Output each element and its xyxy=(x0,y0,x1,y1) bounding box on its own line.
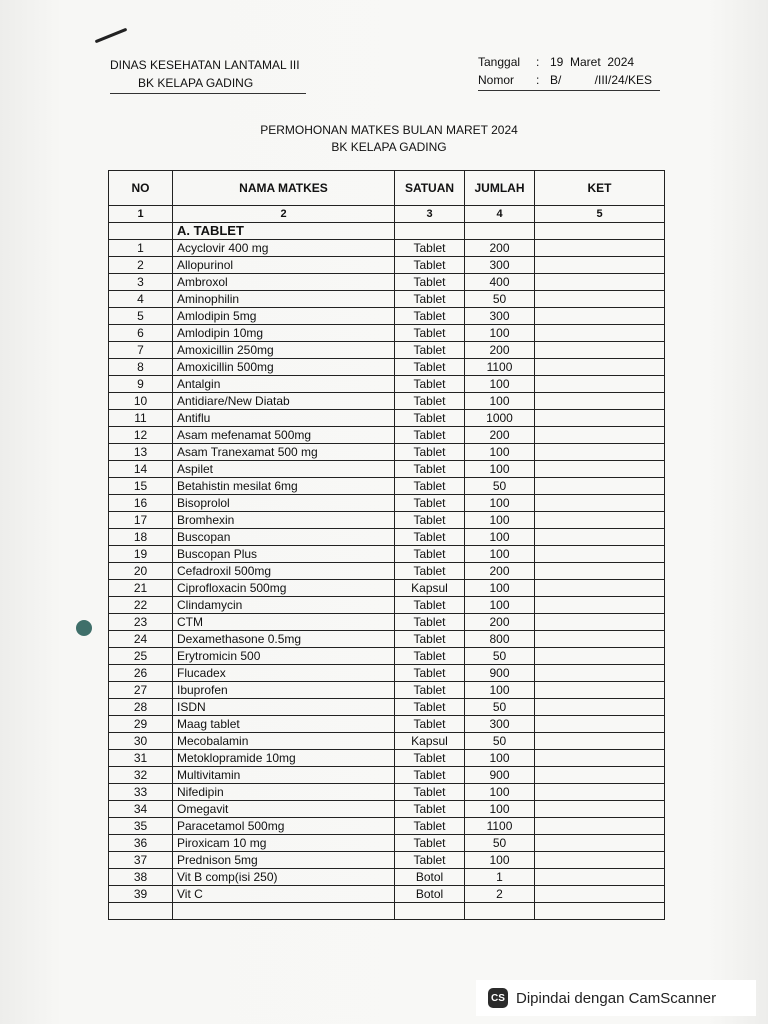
empty-cell xyxy=(173,903,395,920)
row-qty: 200 xyxy=(465,427,535,444)
table-row xyxy=(109,529,665,546)
section-title: A. TABLET xyxy=(173,223,395,240)
row-unit: Tablet xyxy=(395,274,465,291)
row-note xyxy=(535,478,665,495)
row-unit: Tablet xyxy=(395,512,465,529)
row-note xyxy=(535,835,665,852)
row-note xyxy=(535,563,665,580)
row-no: 31 xyxy=(109,750,173,767)
table-row xyxy=(109,546,665,563)
row-note xyxy=(535,546,665,563)
row-unit: Tablet xyxy=(395,325,465,342)
table-row xyxy=(109,427,665,444)
row-unit: Tablet xyxy=(395,240,465,257)
row-no: 37 xyxy=(109,852,173,869)
table-row xyxy=(109,495,665,512)
row-note xyxy=(535,699,665,716)
row-unit: Tablet xyxy=(395,546,465,563)
row-note xyxy=(535,444,665,461)
date-label: Tanggal xyxy=(478,55,521,69)
row-no: 32 xyxy=(109,767,173,784)
row-note xyxy=(535,801,665,818)
row-note xyxy=(535,325,665,342)
row-name: Bisoprolol xyxy=(173,495,395,512)
row-unit: Tablet xyxy=(395,257,465,274)
row-no: 9 xyxy=(109,376,173,393)
section-empty-cell xyxy=(535,223,665,240)
row-qty: 400 xyxy=(465,274,535,291)
table-row xyxy=(109,852,665,869)
row-name: Paracetamol 500mg xyxy=(173,818,395,835)
empty-cell xyxy=(535,903,665,920)
row-name: Metoklopramide 10mg xyxy=(173,750,395,767)
row-name: CTM xyxy=(173,614,395,631)
row-no: 22 xyxy=(109,597,173,614)
row-note xyxy=(535,597,665,614)
col-number: 5 xyxy=(535,206,665,223)
row-unit: Tablet xyxy=(395,342,465,359)
row-note xyxy=(535,733,665,750)
row-name: Erytromicin 500 xyxy=(173,648,395,665)
row-no: 15 xyxy=(109,478,173,495)
table-row xyxy=(109,835,665,852)
row-qty: 100 xyxy=(465,512,535,529)
table-row xyxy=(109,733,665,750)
row-unit: Tablet xyxy=(395,818,465,835)
row-qty: 50 xyxy=(465,835,535,852)
row-qty: 100 xyxy=(465,529,535,546)
row-name: Bromhexin xyxy=(173,512,395,529)
row-no: 34 xyxy=(109,801,173,818)
row-name: Amlodipin 5mg xyxy=(173,308,395,325)
header-rule xyxy=(110,93,306,94)
title-line-2: BK KELAPA GADING xyxy=(331,140,447,154)
organization-header xyxy=(110,56,306,94)
row-no: 28 xyxy=(109,699,173,716)
row-no: 24 xyxy=(109,631,173,648)
row-no: 7 xyxy=(109,342,173,359)
table-row xyxy=(109,665,665,682)
row-qty: 50 xyxy=(465,648,535,665)
row-note xyxy=(535,716,665,733)
col-header-note: KET xyxy=(535,171,665,206)
row-name: Amoxicillin 250mg xyxy=(173,342,395,359)
row-note xyxy=(535,393,665,410)
row-qty: 100 xyxy=(465,852,535,869)
row-note xyxy=(535,461,665,478)
title-line-1: PERMOHONAN MATKES BULAN MARET 2024 xyxy=(260,123,518,137)
empty-cell xyxy=(109,903,173,920)
section-empty-cell xyxy=(465,223,535,240)
col-number: 2 xyxy=(173,206,395,223)
row-qty: 100 xyxy=(465,325,535,342)
row-unit: Tablet xyxy=(395,427,465,444)
matkes-table xyxy=(108,170,665,920)
number-value: B/ /III/24/KES xyxy=(550,73,653,87)
row-unit: Tablet xyxy=(395,308,465,325)
row-no: 1 xyxy=(109,240,173,257)
row-name: Cefadroxil 500mg xyxy=(173,563,395,580)
row-name: Ibuprofen xyxy=(173,682,395,699)
row-no: 6 xyxy=(109,325,173,342)
row-unit: Tablet xyxy=(395,699,465,716)
row-name: Buscopan Plus xyxy=(173,546,395,563)
row-name: Dexamethasone 0.5mg xyxy=(173,631,395,648)
section-empty-cell xyxy=(395,223,465,240)
table-row xyxy=(109,325,665,342)
row-no: 23 xyxy=(109,614,173,631)
table-row-empty xyxy=(109,903,665,920)
row-no: 25 xyxy=(109,648,173,665)
row-qty: 300 xyxy=(465,257,535,274)
row-note xyxy=(535,410,665,427)
table-row xyxy=(109,512,665,529)
row-name: Multivitamin xyxy=(173,767,395,784)
row-qty: 50 xyxy=(465,478,535,495)
row-no: 13 xyxy=(109,444,173,461)
row-unit: Tablet xyxy=(395,393,465,410)
row-qty: 900 xyxy=(465,665,535,682)
row-qty: 300 xyxy=(465,308,535,325)
row-no: 5 xyxy=(109,308,173,325)
row-unit: Tablet xyxy=(395,291,465,308)
row-qty: 100 xyxy=(465,461,535,478)
number-row xyxy=(478,71,660,89)
row-unit: Tablet xyxy=(395,750,465,767)
row-note xyxy=(535,682,665,699)
row-no: 11 xyxy=(109,410,173,427)
table-row xyxy=(109,274,665,291)
row-no: 30 xyxy=(109,733,173,750)
org-unit: BK KELAPA GADING xyxy=(138,76,254,90)
table-row xyxy=(109,886,665,903)
table-header-row xyxy=(109,171,665,206)
row-name: Buscopan xyxy=(173,529,395,546)
table-row xyxy=(109,699,665,716)
table-row xyxy=(109,563,665,580)
row-name: Ciprofloxacin 500mg xyxy=(173,580,395,597)
row-note xyxy=(535,614,665,631)
row-note xyxy=(535,342,665,359)
row-name: Ambroxol xyxy=(173,274,395,291)
empty-cell xyxy=(465,903,535,920)
row-no: 8 xyxy=(109,359,173,376)
row-unit: Tablet xyxy=(395,631,465,648)
row-note xyxy=(535,631,665,648)
row-name: Amlodipin 10mg xyxy=(173,325,395,342)
row-no: 20 xyxy=(109,563,173,580)
punch-hole-dot xyxy=(76,620,92,636)
table-row xyxy=(109,376,665,393)
row-unit: Tablet xyxy=(395,529,465,546)
letter-meta xyxy=(478,53,660,91)
row-qty: 100 xyxy=(465,393,535,410)
row-note xyxy=(535,257,665,274)
table-row xyxy=(109,767,665,784)
row-note xyxy=(535,376,665,393)
table-row xyxy=(109,784,665,801)
row-note xyxy=(535,427,665,444)
row-qty: 100 xyxy=(465,546,535,563)
row-unit: Tablet xyxy=(395,563,465,580)
row-unit: Tablet xyxy=(395,835,465,852)
table-row xyxy=(109,801,665,818)
table-row xyxy=(109,291,665,308)
row-no: 39 xyxy=(109,886,173,903)
row-qty: 200 xyxy=(465,342,535,359)
table-row xyxy=(109,648,665,665)
row-qty: 200 xyxy=(465,240,535,257)
row-unit: Tablet xyxy=(395,852,465,869)
row-note xyxy=(535,308,665,325)
table-row xyxy=(109,580,665,597)
table-row xyxy=(109,631,665,648)
row-name: Maag tablet xyxy=(173,716,395,733)
row-qty: 100 xyxy=(465,801,535,818)
table-row xyxy=(109,614,665,631)
table-row xyxy=(109,359,665,376)
row-qty: 50 xyxy=(465,291,535,308)
row-name: Flucadex xyxy=(173,665,395,682)
date-row xyxy=(478,53,660,71)
row-note xyxy=(535,495,665,512)
row-note xyxy=(535,852,665,869)
row-note xyxy=(535,750,665,767)
row-no: 17 xyxy=(109,512,173,529)
row-unit: Tablet xyxy=(395,801,465,818)
row-unit: Tablet xyxy=(395,359,465,376)
row-qty: 300 xyxy=(465,716,535,733)
row-note xyxy=(535,767,665,784)
row-note xyxy=(535,512,665,529)
table-row xyxy=(109,478,665,495)
row-unit: Tablet xyxy=(395,665,465,682)
row-unit: Tablet xyxy=(395,784,465,801)
row-no: 36 xyxy=(109,835,173,852)
row-no: 14 xyxy=(109,461,173,478)
table-body xyxy=(109,206,665,920)
col-number: 1 xyxy=(109,206,173,223)
row-unit: Tablet xyxy=(395,410,465,427)
row-no: 16 xyxy=(109,495,173,512)
row-name: ISDN xyxy=(173,699,395,716)
row-note xyxy=(535,886,665,903)
row-no: 2 xyxy=(109,257,173,274)
number-colon: : xyxy=(536,73,540,87)
row-name: Amoxicillin 500mg xyxy=(173,359,395,376)
row-name: Asam Tranexamat 500 mg xyxy=(173,444,395,461)
col-header-unit: SATUAN xyxy=(395,171,465,206)
row-no: 38 xyxy=(109,869,173,886)
row-name: Acyclovir 400 mg xyxy=(173,240,395,257)
row-note xyxy=(535,648,665,665)
row-unit: Tablet xyxy=(395,444,465,461)
row-unit: Tablet xyxy=(395,461,465,478)
table-row xyxy=(109,750,665,767)
col-header-name: NAMA MATKES xyxy=(173,171,395,206)
row-no: 4 xyxy=(109,291,173,308)
row-name: Antalgin xyxy=(173,376,395,393)
row-unit: Tablet xyxy=(395,614,465,631)
row-qty: 100 xyxy=(465,682,535,699)
table-row xyxy=(109,308,665,325)
row-qty: 50 xyxy=(465,699,535,716)
org-name: DINAS KESEHATAN LANTAMAL III xyxy=(110,58,300,72)
row-name: Aminophilin xyxy=(173,291,395,308)
row-unit: Botol xyxy=(395,886,465,903)
row-name: Allopurinol xyxy=(173,257,395,274)
table-row xyxy=(109,410,665,427)
col-number: 3 xyxy=(395,206,465,223)
meta-rule xyxy=(478,90,660,91)
table-row xyxy=(109,716,665,733)
row-unit: Tablet xyxy=(395,767,465,784)
row-qty: 100 xyxy=(465,597,535,614)
table-row xyxy=(109,682,665,699)
row-unit: Tablet xyxy=(395,597,465,614)
section-no-cell xyxy=(109,223,173,240)
row-qty: 50 xyxy=(465,733,535,750)
row-qty: 100 xyxy=(465,580,535,597)
col-header-no: NO xyxy=(109,171,173,206)
table-row xyxy=(109,240,665,257)
row-qty: 1100 xyxy=(465,818,535,835)
table-row xyxy=(109,461,665,478)
empty-cell xyxy=(395,903,465,920)
row-note xyxy=(535,274,665,291)
row-no: 35 xyxy=(109,818,173,835)
camscanner-logo-icon: CS xyxy=(488,988,508,1008)
row-no: 19 xyxy=(109,546,173,563)
row-no: 12 xyxy=(109,427,173,444)
row-name: Betahistin mesilat 6mg xyxy=(173,478,395,495)
row-name: Antiflu xyxy=(173,410,395,427)
row-no: 27 xyxy=(109,682,173,699)
row-qty: 1 xyxy=(465,869,535,886)
row-unit: Tablet xyxy=(395,716,465,733)
row-name: Vit B comp(isi 250) xyxy=(173,869,395,886)
row-qty: 100 xyxy=(465,750,535,767)
date-value: 19 Maret 2024 xyxy=(550,55,635,69)
camscanner-watermark xyxy=(476,980,756,1016)
row-qty: 900 xyxy=(465,767,535,784)
table-row xyxy=(109,444,665,461)
row-no: 33 xyxy=(109,784,173,801)
watermark-text: Dipindai dengan CamScanner xyxy=(516,989,717,1007)
row-note xyxy=(535,240,665,257)
row-name: Asam mefenamat 500mg xyxy=(173,427,395,444)
row-unit: Tablet xyxy=(395,682,465,699)
row-note xyxy=(535,869,665,886)
row-qty: 800 xyxy=(465,631,535,648)
row-unit: Tablet xyxy=(395,376,465,393)
row-qty: 100 xyxy=(465,444,535,461)
row-name: Nifedipin xyxy=(173,784,395,801)
table-row xyxy=(109,597,665,614)
table-row xyxy=(109,257,665,274)
column-number-row xyxy=(109,206,665,223)
row-unit: Tablet xyxy=(395,495,465,512)
row-qty: 100 xyxy=(465,784,535,801)
row-qty: 100 xyxy=(465,376,535,393)
row-unit: Tablet xyxy=(395,478,465,495)
row-name: Aspilet xyxy=(173,461,395,478)
row-no: 10 xyxy=(109,393,173,410)
row-qty: 1000 xyxy=(465,410,535,427)
row-no: 21 xyxy=(109,580,173,597)
row-unit: Tablet xyxy=(395,648,465,665)
table-row xyxy=(109,818,665,835)
row-note xyxy=(535,529,665,546)
row-unit: Botol xyxy=(395,869,465,886)
section-row xyxy=(109,223,665,240)
row-name: Piroxicam 10 mg xyxy=(173,835,395,852)
table-row xyxy=(109,342,665,359)
row-note xyxy=(535,818,665,835)
row-no: 29 xyxy=(109,716,173,733)
row-qty: 2 xyxy=(465,886,535,903)
row-no: 3 xyxy=(109,274,173,291)
row-qty: 200 xyxy=(465,614,535,631)
row-qty: 100 xyxy=(465,495,535,512)
number-label: Nomor xyxy=(478,73,515,87)
row-name: Clindamycin xyxy=(173,597,395,614)
document-title xyxy=(0,122,768,156)
row-name: Mecobalamin xyxy=(173,733,395,750)
row-note xyxy=(535,580,665,597)
row-unit: Kapsul xyxy=(395,733,465,750)
row-qty: 200 xyxy=(465,563,535,580)
row-no: 26 xyxy=(109,665,173,682)
row-unit: Kapsul xyxy=(395,580,465,597)
row-name: Prednison 5mg xyxy=(173,852,395,869)
col-header-qty: JUMLAH xyxy=(465,171,535,206)
table-row xyxy=(109,869,665,886)
row-qty: 1100 xyxy=(465,359,535,376)
row-note xyxy=(535,291,665,308)
row-name: Vit C xyxy=(173,886,395,903)
row-name: Omegavit xyxy=(173,801,395,818)
row-name: Antidiare/New Diatab xyxy=(173,393,395,410)
date-colon: : xyxy=(536,55,540,69)
table-row xyxy=(109,393,665,410)
row-no: 18 xyxy=(109,529,173,546)
row-note xyxy=(535,359,665,376)
row-note xyxy=(535,665,665,682)
row-note xyxy=(535,784,665,801)
col-number: 4 xyxy=(465,206,535,223)
